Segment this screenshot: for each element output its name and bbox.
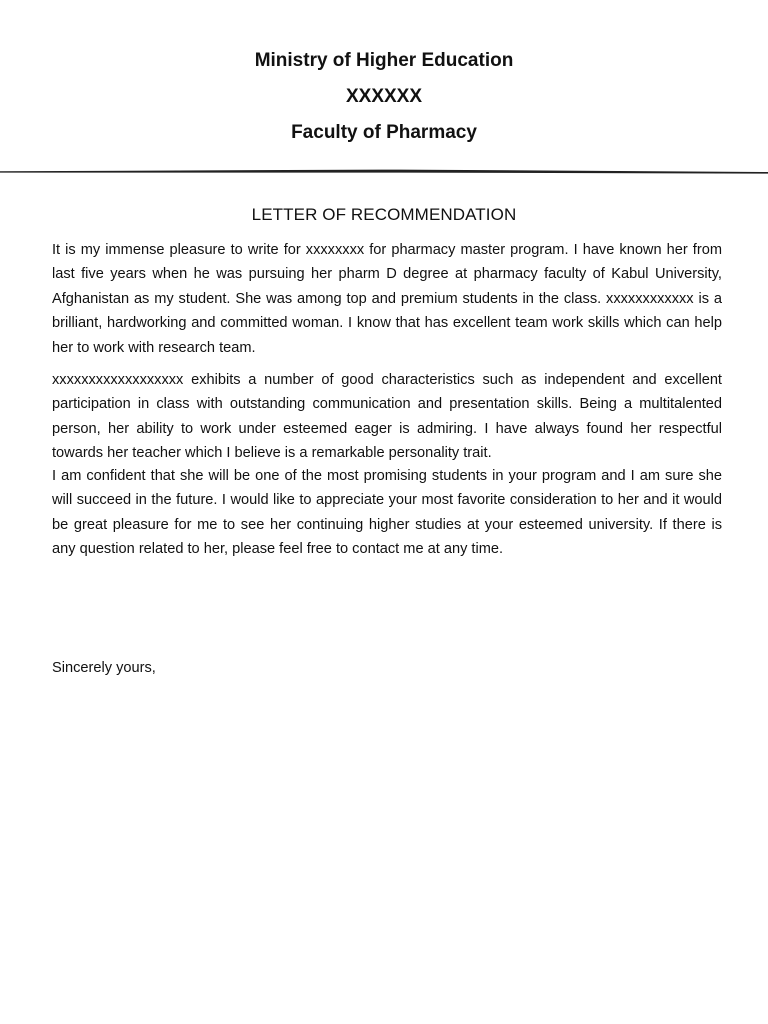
paragraph-conclusion: I am confident that she will be one of the most promising students in your program and I am sure she will succeed in the future. I would like to appreciate your most favorite consideration to her and it would be great pleasure for me to see her continuing higher studies at your esteemed university. If there is any question related to her, please feel free to contact me at any time.	[52, 468, 722, 558]
letter-title: LETTER OF RECOMMENDATION	[251, 205, 517, 224]
header-divider	[0, 169, 768, 175]
paragraph-characteristics: xxxxxxxxxxxxxxxxxx exhibits a number of good characteristics such as independent and excellent participation in class with outstanding communication and presentation skills. Being a multitalented person, her ability to work under esteemed eager is admiring. I have always found her respectful towards her teacher which I believe is a remarkable personality trait.	[52, 372, 722, 462]
ministry-name: Ministry of Higher Education	[254, 50, 514, 71]
university-name: XXXXXX	[345, 86, 423, 107]
faculty-name: Faculty of Pharmacy	[291, 122, 477, 143]
closing-salutation: Sincerely yours,	[52, 660, 156, 676]
paragraph-introduction: It is my immense pleasure to write for xxxxxxxx for pharmacy master program. I have known her from last five years when he was pursuing her pharm D degree at pharmacy faculty of Kabul University, Afghanistan as my student. She was among top and premium students in the class. xxxxxxxxxxxx is a brilliant, hardworking and committed woman. I know that has excellent team work skills which can help her to work with research team.	[52, 242, 722, 356]
